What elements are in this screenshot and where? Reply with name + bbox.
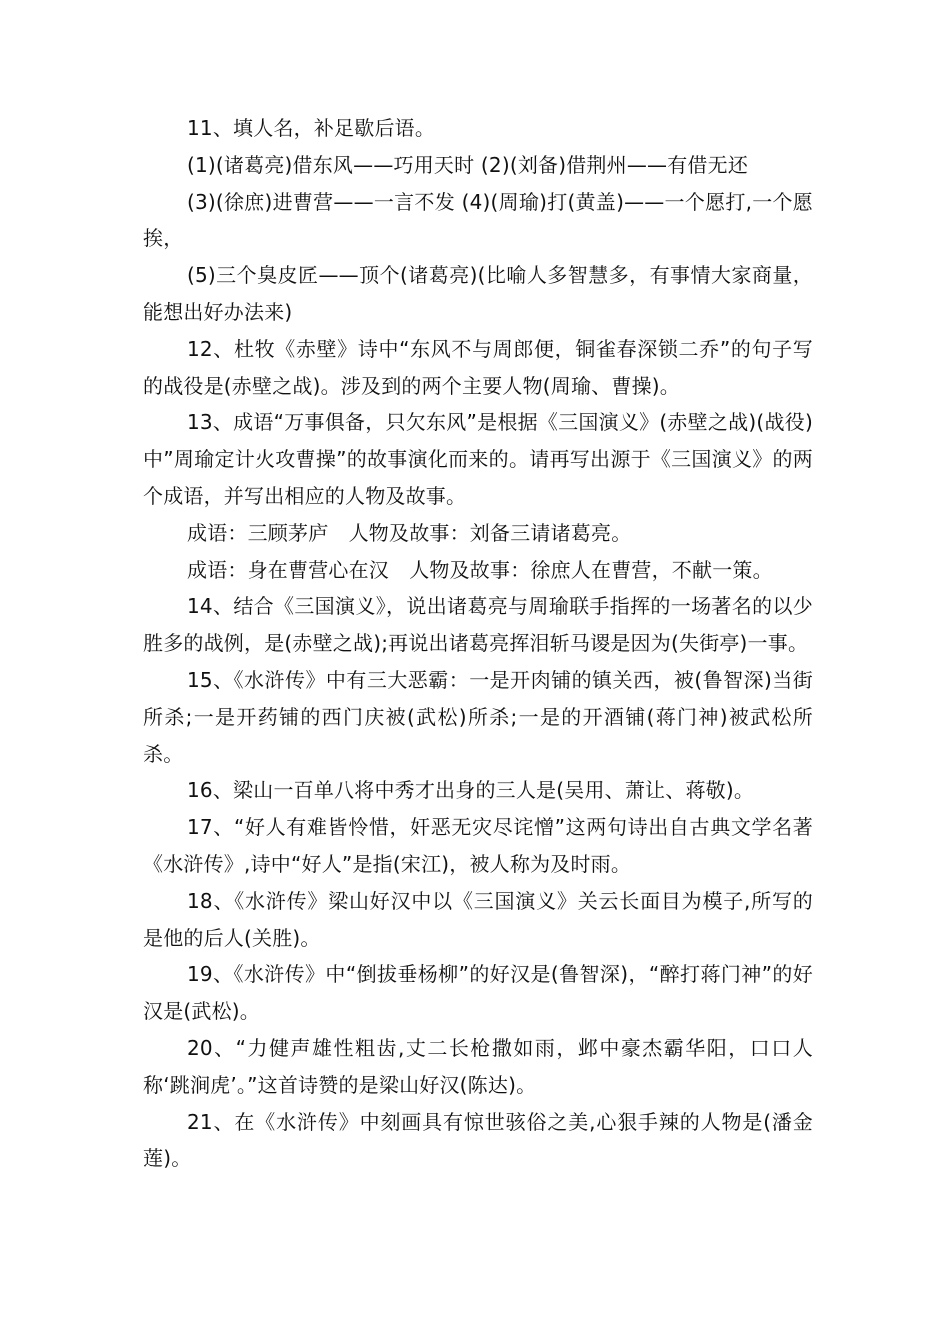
- paragraph-q11-title: 11、填人名，补足歇后语。: [187, 116, 436, 140]
- paragraph-q14: 14、结合《三国演义》，说出诸葛亮与周瑜联手指挥的一场著名的以少胜多的战例，是(赤壁之战);再说出诸葛亮挥泪斩马谡是因为(失街亭)一事。: [143, 594, 813, 656]
- paragraph-q21: 21、在《水浒传》中刻画具有惊世骇俗之美,心狠手辣的人物是(潘金莲)。: [143, 1109, 813, 1171]
- paragraph-q19: 19、《水浒传》中“倒拔垂杨柳”的好汉是(鲁智深)，“醉打蒋门神”的好汉是(武松)。: [143, 962, 813, 1024]
- paragraph-q11-item-3-4: (3)(徐庶)进曹营——一言不发 (4)(周瑜)打(黄盖)——一个愿打,一个愿挨，: [143, 189, 813, 251]
- paragraph-q15: 15、《水浒传》中有三大恶霸：一是开肉铺的镇关西，被(鲁智深)当街所杀;一是开药铺的西门庆被(武松)所杀;一是的开酒铺(蒋门神)被武松所杀。: [143, 667, 813, 766]
- document-body: [143, 110, 813, 1177]
- paragraph-q13-idiom-1: 成语：三顾茅庐 人物及故事：刘备三请诸葛亮。: [187, 520, 632, 545]
- paragraph-q20: 20、“力健声雄性粗齿,丈二长枪撒如雨，邺中豪杰霸华阳，口口人称‘跳涧虎’。”这首诗赞的是梁山好汉(陈达)。: [143, 1035, 813, 1097]
- paragraph-q11-item-1-2: (1)(诸葛亮)借东风——巧用天时 (2)(刘备)借荆州——有借无还: [187, 152, 749, 177]
- paragraph-q13-idiom-2: 成语：身在曹营心在汉 人物及故事：徐庶人在曹营，不献一策。: [187, 557, 773, 582]
- paragraph-q16: 16、梁山一百单八将中秀才出身的三人是(吴用、萧让、蒋敬)。: [187, 778, 755, 803]
- paragraph-q11-item-5: (5)三个臭皮匠——顶个(诸葛亮)(比喻人多智慧多，有事情大家商量，能想出好办法来): [143, 263, 813, 324]
- paragraph-q13: 13、成语“万事俱备，只欠东风”是根据《三国演义》(赤壁之战)(战役)中”周瑜定计火攻曹操”的故事演化而来的。请再写出源于《三国演义》的两个成语，并写出相应的人物及故事。: [143, 410, 813, 508]
- paragraph-q18: 18、《水浒传》梁山好汉中以《三国演义》关云长面目为模子,所写的是他的后人(关胜)。: [143, 888, 813, 950]
- paragraph-q17: 17、“好人有难皆怜惜，奸恶无灾尽诧憎”这两句诗出自古典文学名著《水浒传》,诗中“好人”是指(宋江)，被人称为及时雨。: [143, 815, 813, 876]
- paragraph-q12: 12、杜牧《赤壁》诗中“东风不与周郎便，铜雀春深锁二乔”的句子写的战役是(赤壁之战)。涉及到的两个主要人物(周瑜、曹操)。: [143, 336, 813, 398]
